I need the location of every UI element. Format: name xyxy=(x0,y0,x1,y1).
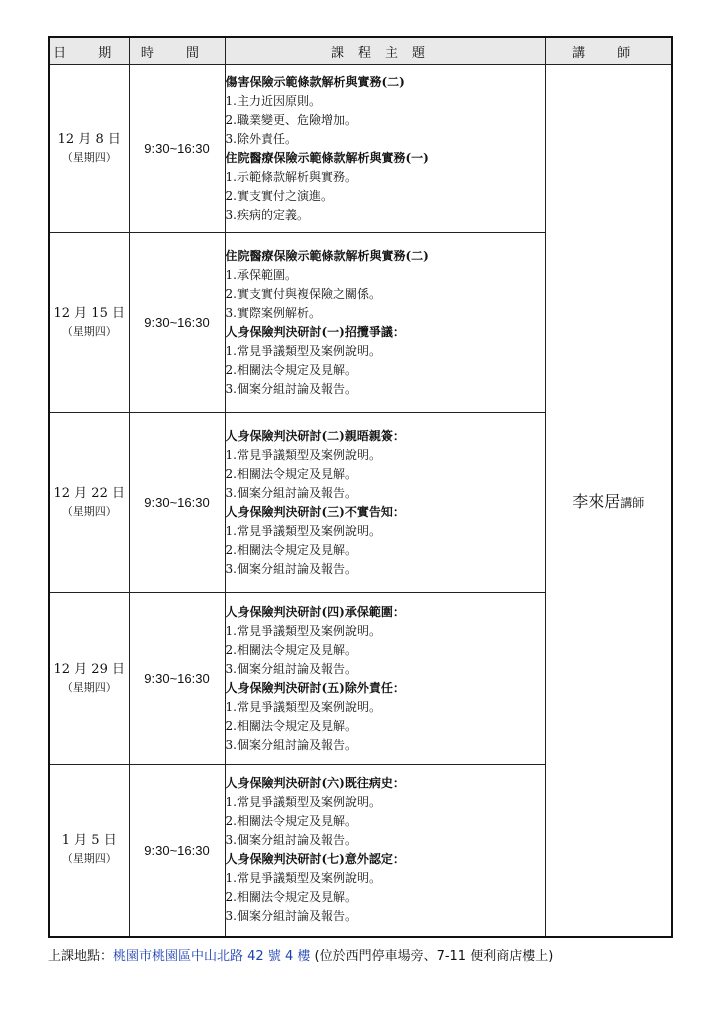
location-label: 上課地點： xyxy=(48,949,114,964)
session-date: 12 月 15 日 xyxy=(53,305,125,321)
topic-item: 1.常見爭議類型及案例說明。 xyxy=(225,623,381,638)
topic-item: 1.常見爭議類型及案例說明。 xyxy=(225,795,381,810)
topic-heading: 人身保險判決研討(一)招攬爭議： xyxy=(225,324,405,339)
topic-item: 3.個案分組討論及報告。 xyxy=(225,485,357,500)
session-weekday: （星期四） xyxy=(61,852,117,866)
topic-item: 2.相關法令規定及見解。 xyxy=(225,890,357,905)
location-address: 桃園市桃園區中山北路 42 號 4 樓 xyxy=(113,949,311,964)
session-topics xyxy=(225,593,545,765)
session-topics xyxy=(225,413,545,593)
session-time: 9:30~16:30 xyxy=(129,233,225,413)
session-time: 9:30~16:30 xyxy=(129,413,225,593)
topic-item: 2.相關法令規定及見解。 xyxy=(225,718,357,733)
topic-item: 3.個案分組討論及報告。 xyxy=(225,833,357,848)
topic-item: 1.常見爭議類型及案例說明。 xyxy=(225,447,381,462)
header-row xyxy=(49,37,672,65)
topic-heading: 人身保險判決研討(五)除外責任： xyxy=(225,680,405,695)
topic-item: 1.常見爭議類型及案例說明。 xyxy=(225,699,381,714)
session-weekday: （星期四） xyxy=(61,504,117,518)
session-date: 12 月 8 日 xyxy=(57,131,121,147)
topic-item: 3.個案分組討論及報告。 xyxy=(225,661,357,676)
session-time: 9:30~16:30 xyxy=(129,65,225,233)
session-row xyxy=(49,65,672,233)
topic-item: 1.常見爭議類型及案例說明。 xyxy=(225,871,381,886)
topic-item: 2.實支實付與複保險之關係。 xyxy=(225,286,381,301)
class-location xyxy=(48,945,553,964)
session-weekday: （星期四） xyxy=(61,324,117,338)
topic-heading: 人身保險判決研討(三)不實告知： xyxy=(225,504,405,519)
session-time: 9:30~16:30 xyxy=(129,593,225,765)
header-time: 時 間 xyxy=(129,37,225,65)
session-weekday: （星期四） xyxy=(61,150,117,164)
topic-item: 2.相關法令規定及見解。 xyxy=(225,542,357,557)
topic-item: 3.個案分組討論及報告。 xyxy=(225,737,357,752)
session-date: 12 月 29 日 xyxy=(53,661,125,677)
header-topic: 課程主題 xyxy=(225,37,545,65)
topic-item: 1.常見爭議類型及案例說明。 xyxy=(225,523,381,538)
session-date-cell xyxy=(49,413,129,593)
topic-heading: 人身保險判決研討(二)親晤親簽： xyxy=(225,428,405,443)
teacher-cell xyxy=(545,65,672,937)
topic-heading: 人身保險判決研討(四)承保範圍： xyxy=(225,604,405,619)
topic-item: 2.相關法令規定及見解。 xyxy=(225,642,357,657)
schedule-table xyxy=(48,36,673,938)
topic-item: 2.相關法令規定及見解。 xyxy=(225,466,357,481)
topic-item: 1.示範條款解析與實務。 xyxy=(225,169,357,184)
header-date: 日 期 xyxy=(49,37,129,65)
session-topics xyxy=(225,65,545,233)
topic-item: 3.除外責任。 xyxy=(225,131,297,146)
header-teacher: 講 師 xyxy=(545,37,672,65)
session-weekday: （星期四） xyxy=(61,680,117,694)
topic-item: 2.實支實付之演進。 xyxy=(225,188,333,203)
session-date-cell xyxy=(49,233,129,413)
topic-item: 1.常見爭議類型及案例說明。 xyxy=(225,343,381,358)
session-date-cell xyxy=(49,65,129,233)
session-topics xyxy=(225,233,545,413)
session-date-cell xyxy=(49,593,129,765)
topic-item: 1.主力近因原則。 xyxy=(225,93,321,108)
topic-item: 1.承保範圍。 xyxy=(225,267,297,282)
teacher-name: 李來居 xyxy=(572,491,621,511)
session-date: 1 月 5 日 xyxy=(61,833,117,849)
topic-item: 3.個案分組討論及報告。 xyxy=(225,561,357,576)
session-date-cell xyxy=(49,765,129,937)
session-date: 12 月 22 日 xyxy=(53,485,125,501)
topic-item: 2.相關法令規定及見解。 xyxy=(225,362,357,377)
topic-heading: 住院醫療保險示範條款解析與實務(二) xyxy=(225,248,429,263)
topic-heading: 人身保險判決研討(七)意外認定： xyxy=(225,852,405,867)
topic-item: 2.職業變更、危險增加。 xyxy=(225,112,357,127)
topic-item: 3.個案分組討論及報告。 xyxy=(225,909,357,924)
topic-heading: 住院醫療保險示範條款解析與實務(一) xyxy=(225,150,429,165)
teacher-title: 講師 xyxy=(620,495,645,510)
session-topics xyxy=(225,765,545,937)
location-note: (位於西門停車場旁、7-11 便利商店樓上) xyxy=(310,949,554,964)
topic-item: 3.個案分組討論及報告。 xyxy=(225,381,357,396)
session-time: 9:30~16:30 xyxy=(129,765,225,937)
topic-heading: 傷害保險示範條款解析與實務(二) xyxy=(225,74,405,89)
topic-item: 2.相關法令規定及見解。 xyxy=(225,814,357,829)
topic-heading: 人身保險判決研討(六)既往病史： xyxy=(225,776,405,791)
topic-item: 3.實際案例解析。 xyxy=(225,305,321,320)
topic-item: 3.疾病的定義。 xyxy=(225,207,309,222)
